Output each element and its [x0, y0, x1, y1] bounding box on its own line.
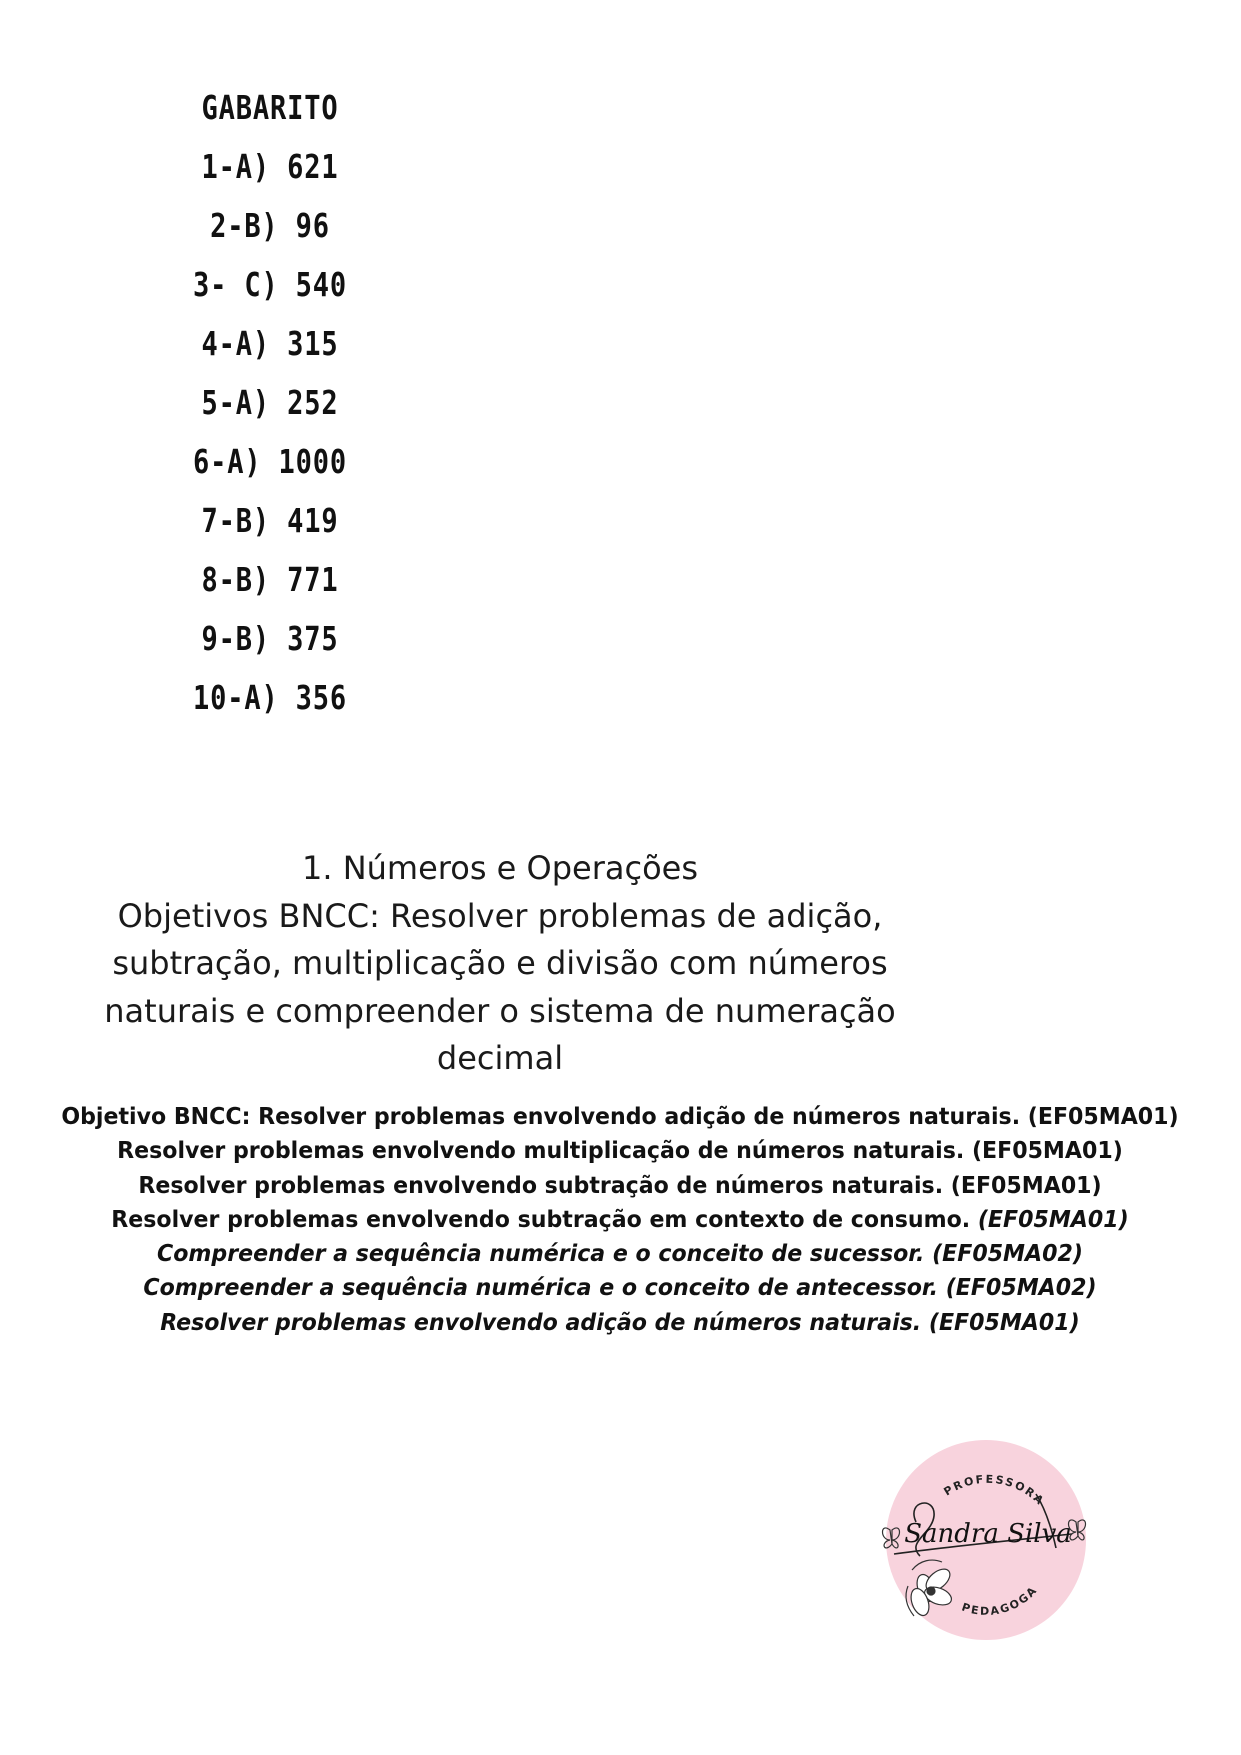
objective-line	[44, 1203, 1196, 1237]
answer-item: 9-B) 375	[201, 619, 339, 658]
section-heading: 1. Números e Operações	[302, 849, 698, 887]
objective-line: Resolver problemas envolvendo subtração de números naturais. (EF05MA01)	[138, 1172, 1102, 1199]
professora-logo	[876, 1430, 1096, 1650]
section-text-line: decimal	[436, 1039, 564, 1077]
section-text-line: naturais e compreender o sistema de numeração	[104, 991, 896, 1030]
answer-item: 10-A) 356	[192, 678, 348, 717]
answer-key-title: GABARITO	[201, 88, 339, 127]
section-text-line: Objetivos BNCC: Resolver problemas de adição,	[117, 896, 883, 935]
answer-item: 2-B) 96	[210, 206, 330, 245]
section-description	[90, 845, 910, 1083]
logo-signature: Sandra Silva	[904, 1519, 1072, 1549]
answer-item: 7-B) 419	[201, 501, 339, 540]
answer-item: 1-A) 621	[201, 147, 339, 186]
objective-line: Compreender a sequência numérica e o conceito de sucessor. (EF05MA02)	[157, 1241, 1083, 1268]
answer-item: 3- C) 540	[192, 265, 348, 304]
objective-line: Resolver problemas envolvendo multiplicação de números naturais. (EF05MA01)	[117, 1138, 1123, 1165]
section-text-line: subtração, multiplicação e divisão com números	[112, 944, 888, 982]
logo-bottom-text: PEDAGOGA	[960, 1583, 1041, 1618]
answer-item: 4-A) 315	[201, 324, 339, 363]
answer-item: 6-A) 1000	[192, 442, 348, 481]
objectives-list	[20, 1100, 1220, 1340]
objective-line: Compreender a sequência numérica e o conceito de antecessor. (EF05MA02)	[143, 1275, 1097, 1302]
objective-line: Objetivo BNCC: Resolver problemas envolvendo adição de números naturais. (EF05MA01)	[61, 1104, 1179, 1130]
objective-code: (EF05MA01)	[977, 1206, 1129, 1233]
logo-top-text: PROFESSORA	[941, 1472, 1048, 1509]
answer-key	[170, 78, 370, 727]
answer-item: 8-B) 771	[201, 560, 339, 599]
objective-line: Resolver problemas envolvendo adição de números naturais. (EF05MA01)	[160, 1309, 1080, 1336]
objective-text: Resolver problemas envolvendo subtração em contexto de consumo.	[111, 1206, 978, 1233]
answer-item: 5-A) 252	[201, 383, 339, 422]
